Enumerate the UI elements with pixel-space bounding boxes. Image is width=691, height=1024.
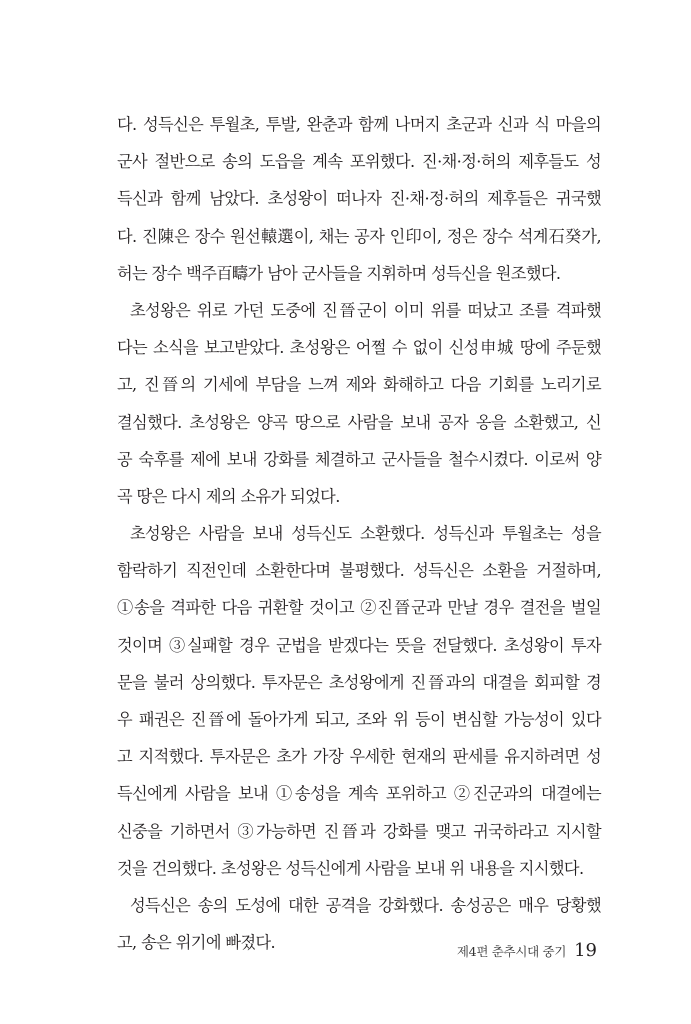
text-line: 허는 장수 백주百疇가 남아 군사들을 지휘하며 성득신을 원조했다. xyxy=(117,263,561,283)
text-line: 초성왕은 위로 가던 도중에 진晉군이 이미 위를 떠났고 조를 격파했 xyxy=(130,300,601,320)
body-text xyxy=(117,106,601,961)
text-line: 다는 소식을 보고받았다. 초성왕은 어쩔 수 없이 신성申城 땅에 주둔했 xyxy=(117,338,601,358)
text-line: 고, 송은 위기에 빠졌다. xyxy=(117,933,276,953)
text-line: 초성왕은 사람을 보내 성득신도 소환했다. 성득신과 투월초는 성을 xyxy=(130,524,601,544)
text-line: 득신에게 사람을 보내 ①송성을 계속 포위하고 ②진군과의 대결에는 xyxy=(117,784,601,804)
text-line: 신중을 기하면서 ③가능하면 진晉과 강화를 맺고 귀국하라고 지시할 xyxy=(117,821,601,841)
text-line: 것을 건의했다. 초성왕은 성득신에게 사람을 보내 위 내용을 지시했다. xyxy=(117,858,584,878)
text-line: 다. 진陳은 장수 원선轅選이, 채는 공자 인印이, 정은 장수 석계石癸가, xyxy=(117,226,601,246)
page-number: 19 xyxy=(574,940,597,961)
text-line: 문을 불러 상의했다. 투자문은 초성왕에게 진晉과의 대결을 회피할 경 xyxy=(117,672,601,692)
text-line: ①송을 격파한 다음 귀환할 것이고 ②진晉군과 만날 경우 결전을 벌일 xyxy=(117,598,601,618)
text-line: 고 지적했다. 투자문은 초가 가장 우세한 현재의 판세를 유지하려면 성 xyxy=(117,747,601,767)
text-line: 것이며 ③실패할 경우 군법을 받겠다는 뜻을 전달했다. 초성왕이 투자 xyxy=(117,635,601,655)
running-footer-title: 제4편 춘추시대 중기 xyxy=(456,944,567,959)
text-line: 군사 절반으로 송의 도읍을 계속 포위했다. 진·채·정·허의 제후들도 성 xyxy=(117,152,601,172)
text-line: 득신과 함께 남았다. 초성왕이 떠나자 진·채·정·허의 제후들은 귀국했 xyxy=(117,189,601,209)
text-line: 고, 진晉의 기세에 부담을 느껴 제와 화해하고 다음 기회를 노리기로 xyxy=(117,375,601,395)
text-line: 우 패권은 진晉에 돌아가게 되고, 조와 위 등이 변심할 가능성이 있다 xyxy=(117,710,601,729)
text-line: 함락하기 직전인데 소환한다며 불평했다. 성득신은 소환을 거절하며, xyxy=(117,561,601,581)
text-line: 결심했다. 초성왕은 양곡 땅으로 사람을 보내 공자 옹을 소환했고, 신 xyxy=(117,412,601,432)
text-line: 다. 성득신은 투월초, 투발, 완춘과 함께 나머지 초군과 신과 식 마을의 xyxy=(117,115,601,134)
text-line: 성득신은 송의 도성에 대한 공격을 강화했다. 송성공은 매우 당황했 xyxy=(130,895,601,915)
text-line: 공 숙후를 제에 보내 강화를 체결하고 군사들을 철수시켰다. 이로써 양 xyxy=(117,449,601,469)
text-line: 곡 땅은 다시 제의 소유가 되었다. xyxy=(117,486,340,506)
page-footer xyxy=(457,940,597,961)
